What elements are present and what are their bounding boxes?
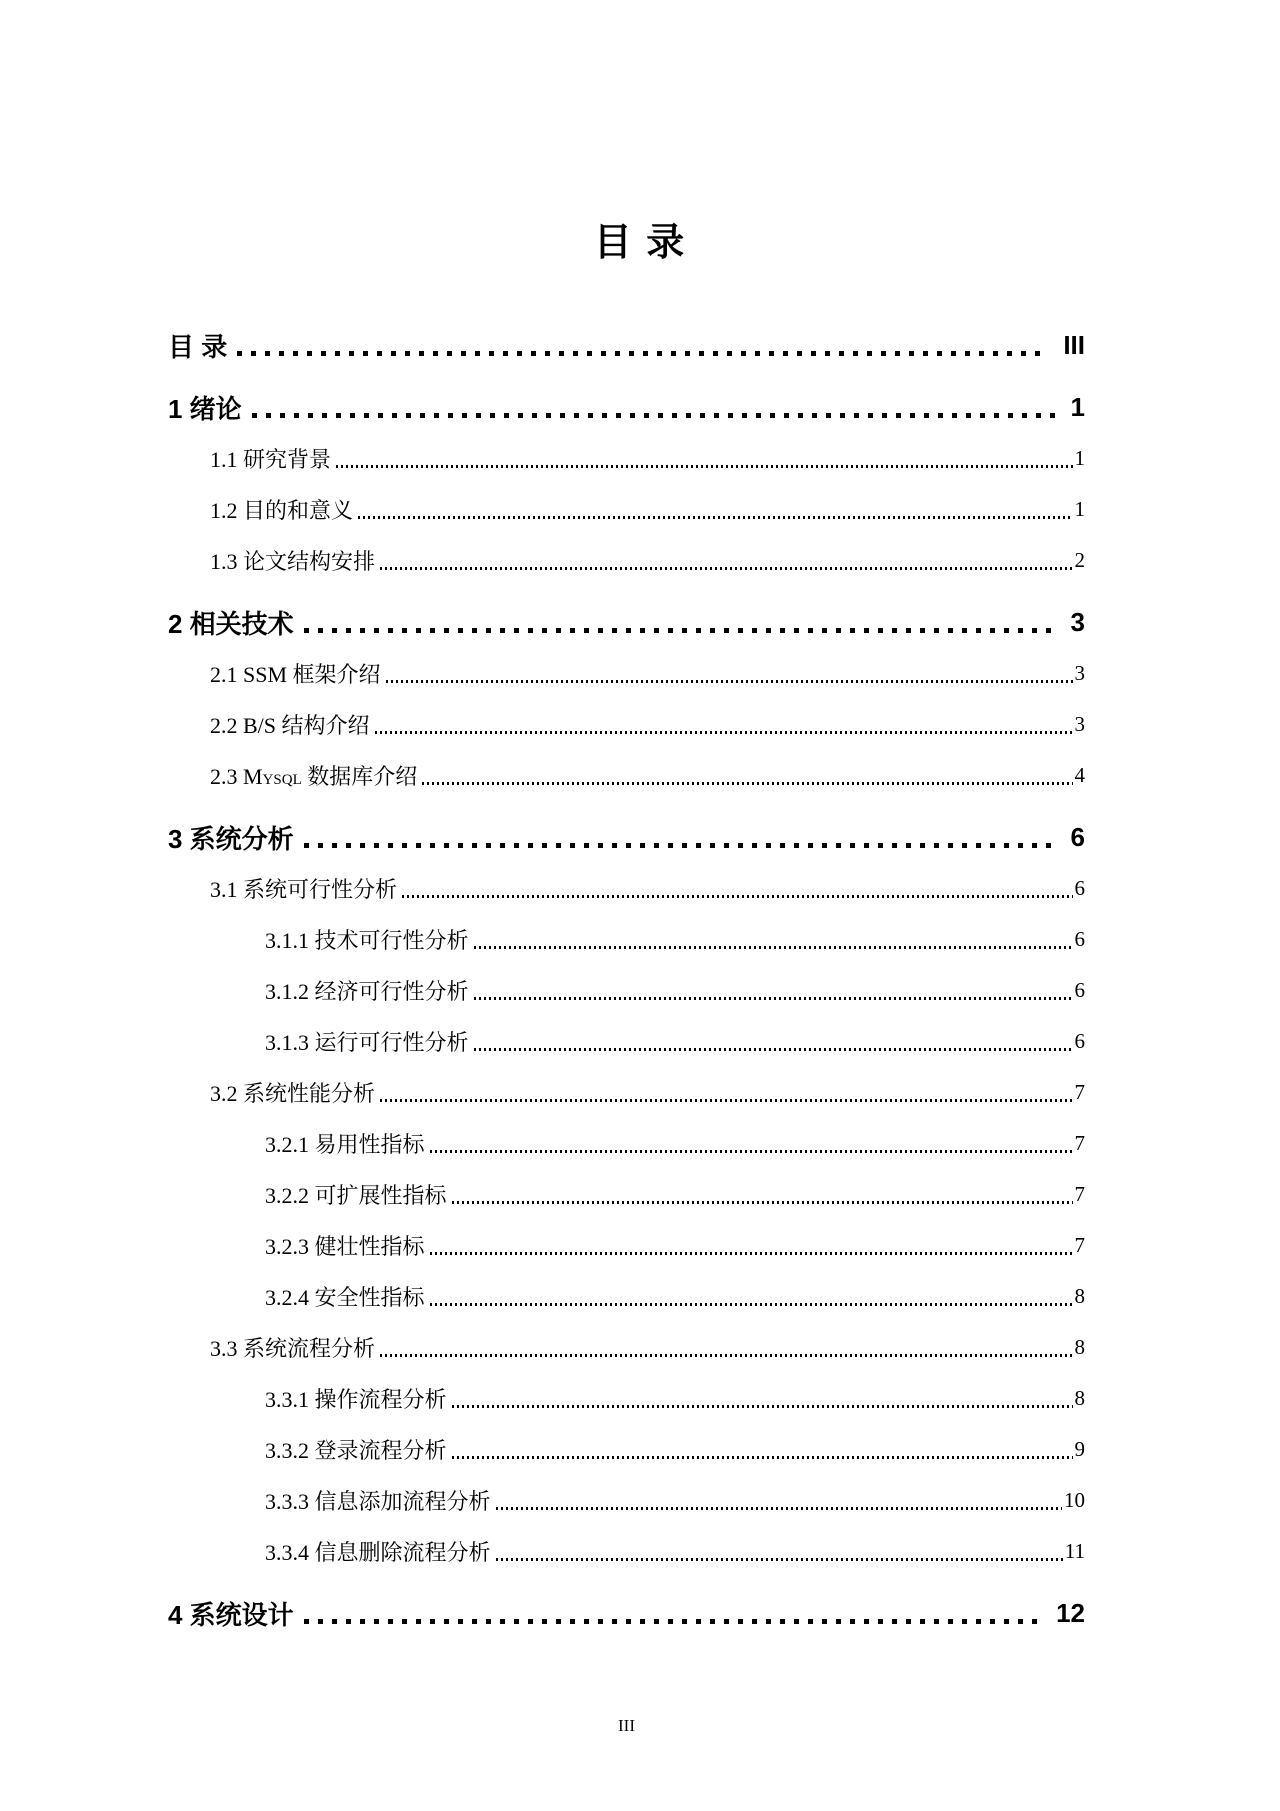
toc-page-number: 1 (1074, 497, 1085, 521)
dot-leader (430, 1252, 1073, 1255)
toc-page-number: 2 (1074, 548, 1085, 572)
toc-entry-3-3-2[interactable] (168, 1424, 1085, 1475)
toc-entry-3-3[interactable] (168, 1322, 1085, 1373)
toc-page-number: 9 (1074, 1437, 1085, 1461)
toc-entry-label: 3.1.2 经济可行性分析 (265, 979, 469, 1004)
toc-page-number: 11 (1064, 1539, 1085, 1563)
dot-leader (380, 567, 1072, 570)
toc-page-number: III (1063, 330, 1085, 360)
toc-entry-3-1-1[interactable] (168, 914, 1085, 965)
toc-page-number: 6 (1074, 927, 1085, 951)
toc-entry-label: 3.3 系统流程分析 (210, 1336, 376, 1361)
toc-page-number: 8 (1074, 1284, 1085, 1308)
dot-leader (496, 1558, 1063, 1561)
toc-page-number: 6 (1074, 1029, 1085, 1053)
toc-entry-1-2[interactable] (168, 484, 1085, 535)
dot-leader (375, 731, 1073, 734)
toc-entry-label: 3.1 系统可行性分析 (210, 877, 398, 902)
toc-page-number: 1 (1074, 446, 1085, 470)
toc-page-number: 3 (1074, 712, 1085, 736)
toc-entry-3-2-4[interactable] (168, 1271, 1085, 1322)
toc-page-number: 1 (1070, 392, 1085, 422)
toc-entry-label: 2.2 B/S 结构介绍 (210, 713, 370, 738)
toc-entry-label: 1.2 目的和意义 (210, 498, 354, 523)
toc-entry-label: 3.3.1 操作流程分析 (265, 1387, 447, 1412)
dot-leader (358, 516, 1072, 519)
toc-entry-3-3-3[interactable] (168, 1475, 1085, 1526)
toc-page-number: 10 (1064, 1488, 1085, 1512)
toc-entry-2-1[interactable] (168, 648, 1085, 699)
dot-leader (430, 1150, 1073, 1153)
dot-leader (252, 413, 1055, 418)
toc-entry-chapter-1[interactable] (168, 382, 1085, 433)
toc-entry-label: 3.2.2 可扩展性指标 (265, 1183, 447, 1208)
toc-entry-3-2-3[interactable] (168, 1220, 1085, 1271)
dot-leader (380, 1099, 1072, 1102)
dot-leader (452, 1405, 1073, 1408)
toc-entry-label: 1 绪论 (168, 394, 242, 424)
toc-entry-label: 2.3 Mysql 数据库介绍 (210, 764, 418, 789)
dot-leader (474, 1048, 1073, 1051)
toc-entry-3-3-4[interactable] (168, 1526, 1085, 1577)
dot-leader (452, 1201, 1073, 1204)
toc-entry-chapter-4[interactable] (168, 1588, 1085, 1639)
toc-entry-chapter-3[interactable] (168, 812, 1085, 863)
toc-entry-3-2-1[interactable] (168, 1118, 1085, 1169)
toc-entry-3-2[interactable] (168, 1067, 1085, 1118)
toc-page-number: 6 (1070, 822, 1085, 852)
dot-leader (304, 1619, 1040, 1624)
dot-leader (386, 680, 1073, 683)
toc-page-number: 4 (1074, 763, 1085, 787)
toc-entry-3-1-3[interactable] (168, 1016, 1085, 1067)
toc-entry-3-1[interactable] (168, 863, 1085, 914)
toc-entry-label: 2.1 SSM 框架介绍 (210, 662, 381, 687)
dot-leader (402, 895, 1072, 898)
toc-page-number: 6 (1074, 876, 1085, 900)
toc-entry-label: 3.3.2 登录流程分析 (265, 1438, 447, 1463)
dot-leader (380, 1354, 1072, 1357)
toc-page-number: 8 (1074, 1386, 1085, 1410)
toc-entry-2-2[interactable] (168, 699, 1085, 750)
toc-entry-label: 3.1.1 技术可行性分析 (265, 928, 469, 953)
dot-leader (304, 628, 1055, 633)
dot-leader (474, 997, 1073, 1000)
toc-page-number: 6 (1074, 978, 1085, 1002)
toc-page-number: 7 (1074, 1233, 1085, 1257)
toc-entry-label: 4 系统设计 (168, 1600, 294, 1630)
toc-entry-label: 3 系统分析 (168, 824, 294, 854)
toc-page-number: 8 (1074, 1335, 1085, 1359)
toc-entry-label: 3.3.4 信息删除流程分析 (265, 1540, 491, 1565)
toc-entry-label: 目 录 (168, 332, 228, 362)
toc-entry-1-1[interactable] (168, 433, 1085, 484)
toc-entry-label: 3.2 系统性能分析 (210, 1081, 376, 1106)
footer-page-number: III (618, 1716, 635, 1735)
toc-entry-3-3-1[interactable] (168, 1373, 1085, 1424)
toc-page-number: 7 (1074, 1131, 1085, 1155)
dot-leader (452, 1456, 1073, 1459)
toc-entry-label: 3.2.3 健壮性指标 (265, 1234, 425, 1259)
toc-entry-label: 3.2.1 易用性指标 (265, 1132, 425, 1157)
toc-entry-2-3[interactable] (168, 750, 1085, 801)
toc-page-number: 3 (1074, 661, 1085, 685)
dot-leader (336, 465, 1072, 468)
toc-entry-3-1-2[interactable] (168, 965, 1085, 1016)
page-title: 目 录 (593, 222, 687, 264)
dot-leader (237, 351, 1047, 356)
toc-entry-label: 1.3 论文结构安排 (210, 549, 376, 574)
table-of-contents (168, 320, 1085, 1639)
toc-entry-3-2-2[interactable] (168, 1169, 1085, 1220)
dot-leader (474, 946, 1073, 949)
toc-page-number: 3 (1070, 607, 1085, 637)
dot-leader (430, 1303, 1073, 1306)
dot-leader (422, 782, 1072, 785)
toc-page-number: 12 (1056, 1598, 1085, 1628)
toc-entry-label: 2 相关技术 (168, 609, 294, 639)
dot-leader (304, 843, 1055, 848)
toc-page-number: 7 (1074, 1182, 1085, 1206)
toc-entry-label: 3.3.3 信息添加流程分析 (265, 1489, 491, 1514)
toc-page-number: 7 (1074, 1080, 1085, 1104)
toc-entry-label: 3.2.4 安全性指标 (265, 1285, 425, 1310)
toc-entry-contents[interactable] (168, 320, 1085, 371)
toc-entry-label: 3.1.3 运行可行性分析 (265, 1030, 469, 1055)
toc-entry-1-3[interactable] (168, 535, 1085, 586)
dot-leader (496, 1507, 1062, 1510)
toc-entry-label: 1.1 研究背景 (210, 447, 332, 472)
toc-entry-chapter-2[interactable] (168, 597, 1085, 648)
